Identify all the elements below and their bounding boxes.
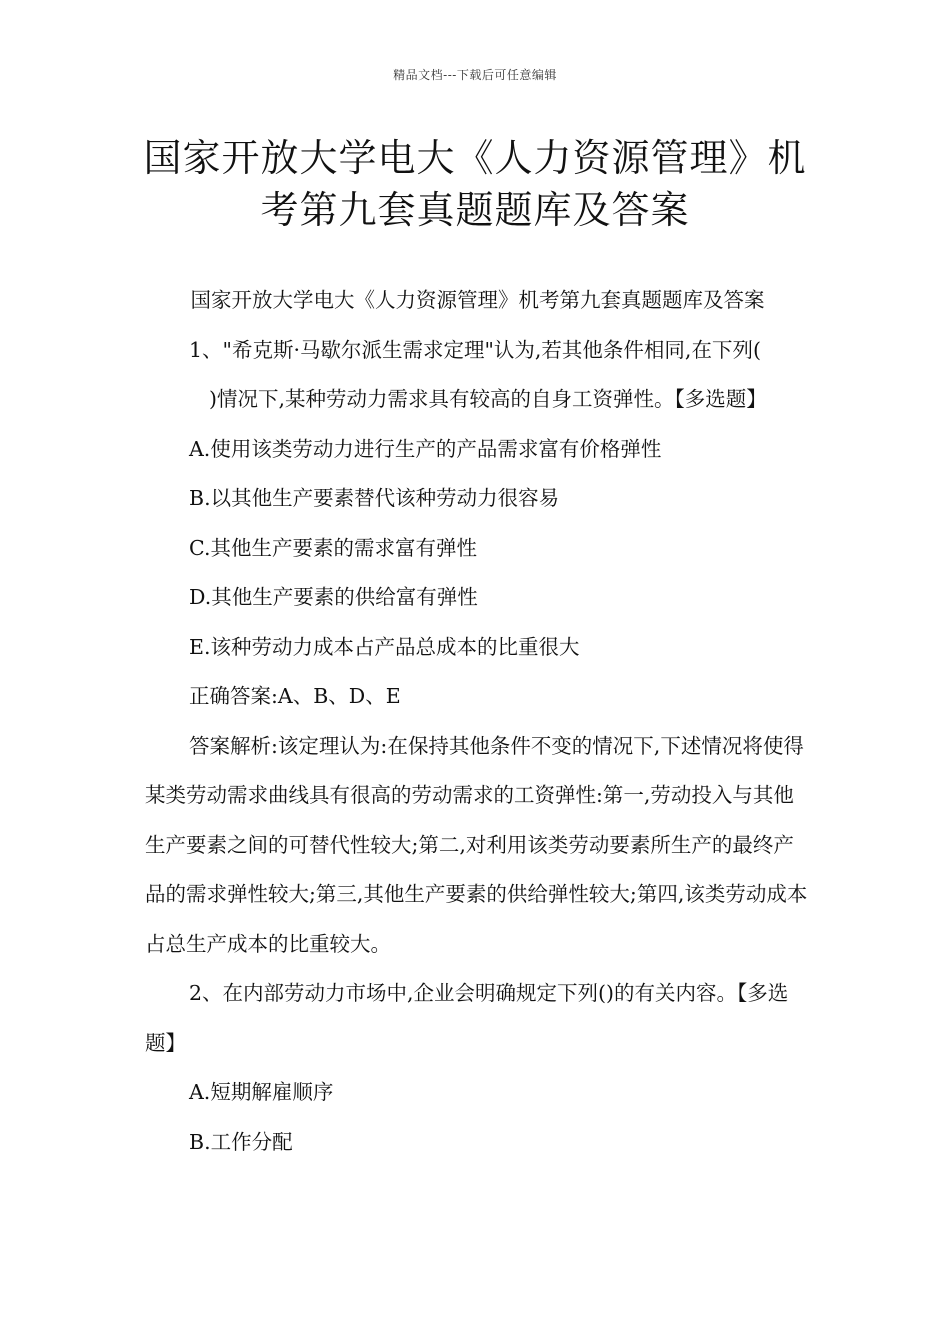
question-1-stem-after: )情况下,某种劳动力需求具有较高的自身工资弹性。【多选题】 [209,387,767,411]
question-1-option-d: D.其他生产要素的供给富有弹性 [189,585,478,609]
title-line-1: 国家开放大学电大《人力资源管理》机 [143,136,807,180]
question-1-stem [145,326,810,425]
question-1-option-c: C.其他生产要素的需求富有弹性 [189,535,477,560]
question-1-stem-before: 1、"希克斯·马歇尔派生需求定理"认为,若其他条件相同,在下列( [189,337,761,362]
question-2-option-b: B.工作分配 [189,1129,293,1154]
header-note: 精品文档---下载后可任意编辑 [393,68,557,82]
question-1-option-e: E.该种劳动力成本占产品总成本的比重很大 [189,634,580,659]
question-1-analysis: 答案解析:该定理认为:在保持其他条件不变的情况下,下述情况将使得某类劳动需求曲线具有很高的劳动需求的工资弹性:第一,劳动投入与其他生产要素之间的可替代性较大;第二,对利用该类劳动要素所生产的最终产品的需求弹性较大;第三,其他生产要素的供给弹性较大;第四,该类劳动成本占总生产成本的比重较大。 [145,733,808,956]
document-subtitle: 国家开放大学电大《人力资源管理》机考第九套真题题库及答案 [190,288,765,312]
document-title [120,132,830,236]
question-1-answer: 正确答案:A、B、D、E [189,684,401,708]
document-body [145,276,810,1167]
question-2-option-a: A.短期解雇顺序 [189,1080,334,1104]
title-line-2: 考第九套真题题库及答案 [260,188,690,232]
question-1-option-a: A.使用该类劳动力进行生产的产品需求富有价格弹性 [189,436,662,461]
question-1-option-b: B.以其他生产要素替代该种劳动力很容易 [189,486,560,510]
question-2-stem: 2、在内部劳动力市场中,企业会明确规定下列()的有关内容。【多选题】 [145,981,789,1055]
